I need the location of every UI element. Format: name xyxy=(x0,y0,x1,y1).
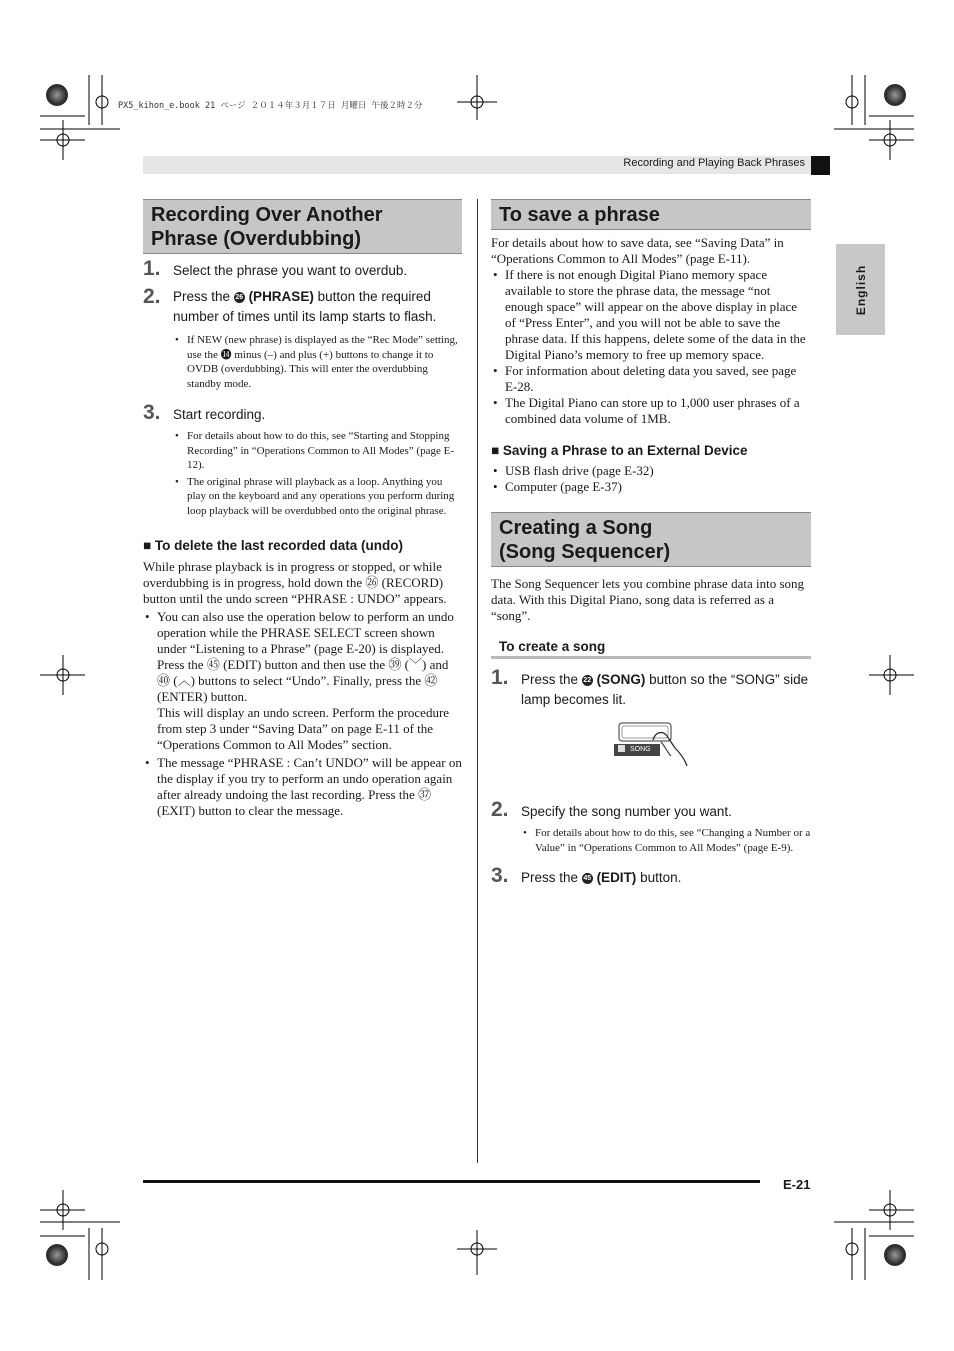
undo-intro: While phrase playback is in progress or stopped, or while overdubbing is in progress, hold down the ㉖ (RECORD) button until the undo screen “PHRASE : UNDO” appears. xyxy=(143,559,447,606)
bullet-text: This will display an undo screen. Perform the procedure from step 3 under “Saving Data” on page E-11 of the “Operations Common to All Modes” section. xyxy=(157,705,450,752)
bullet-text: Press the ㊺ (EDIT) button and then use the ㊴ (﹀) and ㊵ (︿) buttons to select “Undo”. Finally, press the ㊷ (ENTER) button. xyxy=(157,657,449,704)
song-button-label: SONG xyxy=(630,746,651,753)
button-name: (PHRASE) xyxy=(248,289,314,304)
step-text: Select the phrase you want to overdub. xyxy=(173,263,408,278)
song-button-illustration xyxy=(491,720,811,790)
step-note: • The original phrase will playback as a loop. Anything you play on the keyboard and any operations you perform during loop playback will be overdubbed onto the original phrase. xyxy=(173,475,462,519)
save-bullet: • If there is not enough Digital Piano memory space available to store the phrase data, the message “not enough space” will appear on the above display in place of “Press Enter”, and you will not be able to save the phrase data. If this happens, delete some of the data in the Digital Piano’s memory to free up memory space. xyxy=(491,267,811,363)
step-text: Press the xyxy=(521,870,579,885)
step-note: • If NEW (new phrase) is displayed as the “Rec Mode” setting, use the ⓮ minus (–) and plus (+) buttons to change it to OVDB (overdubbing). This will enter the overdubbing standby mode. xyxy=(173,333,462,391)
external-bullet: • Computer (page E-37) xyxy=(491,479,811,495)
song-step-2 xyxy=(491,798,811,855)
button-number-icon: 45 xyxy=(583,874,592,882)
running-title: Recording and Playing Back Phrases xyxy=(623,157,805,169)
undo-bullet-2: • The message “PHRASE : Can’t UNDO” will be appear on the display if you try to perform an undo operation again after already undoing the last recording. Press the ㊲ (EXIT) button to clear the message. xyxy=(143,755,462,819)
undo-heading: ■ To delete the last recorded data (undo) xyxy=(143,538,403,553)
external-device-heading: ■ Saving a Phrase to an External Device xyxy=(491,443,748,458)
step-note: • For details about how to do this, see “Starting and Stopping Recording” in “Operations Common to All Modes” (page E-12). xyxy=(173,429,462,473)
step-text: button. xyxy=(640,870,682,885)
section-title-save: To save a phrase xyxy=(491,199,811,230)
step-1 xyxy=(143,257,462,287)
section-title-song xyxy=(491,512,811,567)
song-step-1 xyxy=(491,666,811,710)
step-number: 2. xyxy=(491,798,509,821)
song-title-line: (Song Sequencer) xyxy=(499,541,671,563)
left-column xyxy=(143,199,462,819)
button-name: (EDIT) xyxy=(596,870,637,885)
create-song-heading: To create a song xyxy=(491,639,811,659)
step-text: Press the xyxy=(521,672,579,687)
song-step-3 xyxy=(491,864,811,888)
step-text: Press the xyxy=(173,289,231,304)
right-column xyxy=(491,199,811,888)
undo-bullet-1 xyxy=(143,609,462,753)
page-number: E-21 xyxy=(783,1177,811,1192)
song-title-line: Creating a Song xyxy=(499,517,653,539)
step-text: Specify the song number you want. xyxy=(521,804,732,819)
save-intro: For details about how to save data, see “Saving Data” in “Operations Common to All Modes” (page E-11). xyxy=(491,235,784,266)
step-number: 3. xyxy=(143,401,161,424)
step-number: 3. xyxy=(491,864,509,887)
step-note: • For details about how to do this, see “Changing a Number or a Value” in “Operations Common to All Modes” (page E-9). xyxy=(521,826,811,855)
step-text: Start recording. xyxy=(173,407,266,422)
column-divider xyxy=(477,199,478,1163)
button-number-icon: 22 xyxy=(583,676,592,684)
step-number: 2. xyxy=(143,285,161,308)
step-number: 1. xyxy=(143,257,161,280)
step-text: button so the “SONG” side lamp becomes lit. xyxy=(521,672,809,707)
section-title-overdubbing: Recording Over Another Phrase (Overdubbing) xyxy=(143,199,462,254)
step-2 xyxy=(143,287,462,391)
step-text: button the required number of times until its lamp starts to flash. xyxy=(173,289,437,324)
header-marker xyxy=(811,156,830,175)
save-bullet: • For information about deleting data you saved, see page E-28. xyxy=(491,363,811,395)
lamp-icon xyxy=(618,745,625,752)
footer-rule xyxy=(143,1180,760,1183)
save-bullet: • The Digital Piano can store up to 1,000 user phrases of a combined data volume of 1MB. xyxy=(491,395,811,427)
step-number: 1. xyxy=(491,666,509,689)
file-meta-line: PX5_kihon_e.book 21 ページ ２０１４年３月１７日 月曜日 午後２時２分 xyxy=(118,101,423,111)
external-bullet: • USB flash drive (page E-32) xyxy=(491,463,811,479)
step-3 xyxy=(143,401,462,518)
language-tab-label: English xyxy=(853,264,868,315)
language-tab xyxy=(836,244,885,335)
song-intro: The Song Sequencer lets you combine phrase data into song data. With this Digital Piano, song data is referred as a “song”. xyxy=(491,576,805,623)
button-number-icon: 26 xyxy=(235,293,244,301)
button-name: (SONG) xyxy=(596,672,646,687)
bullet-text: • You can also use the operation below to perform an undo operation while the PHRASE SELECT screen shown under “Listening to a Phrase” (page E-20) is displayed. xyxy=(157,609,454,656)
song-button xyxy=(614,744,660,756)
